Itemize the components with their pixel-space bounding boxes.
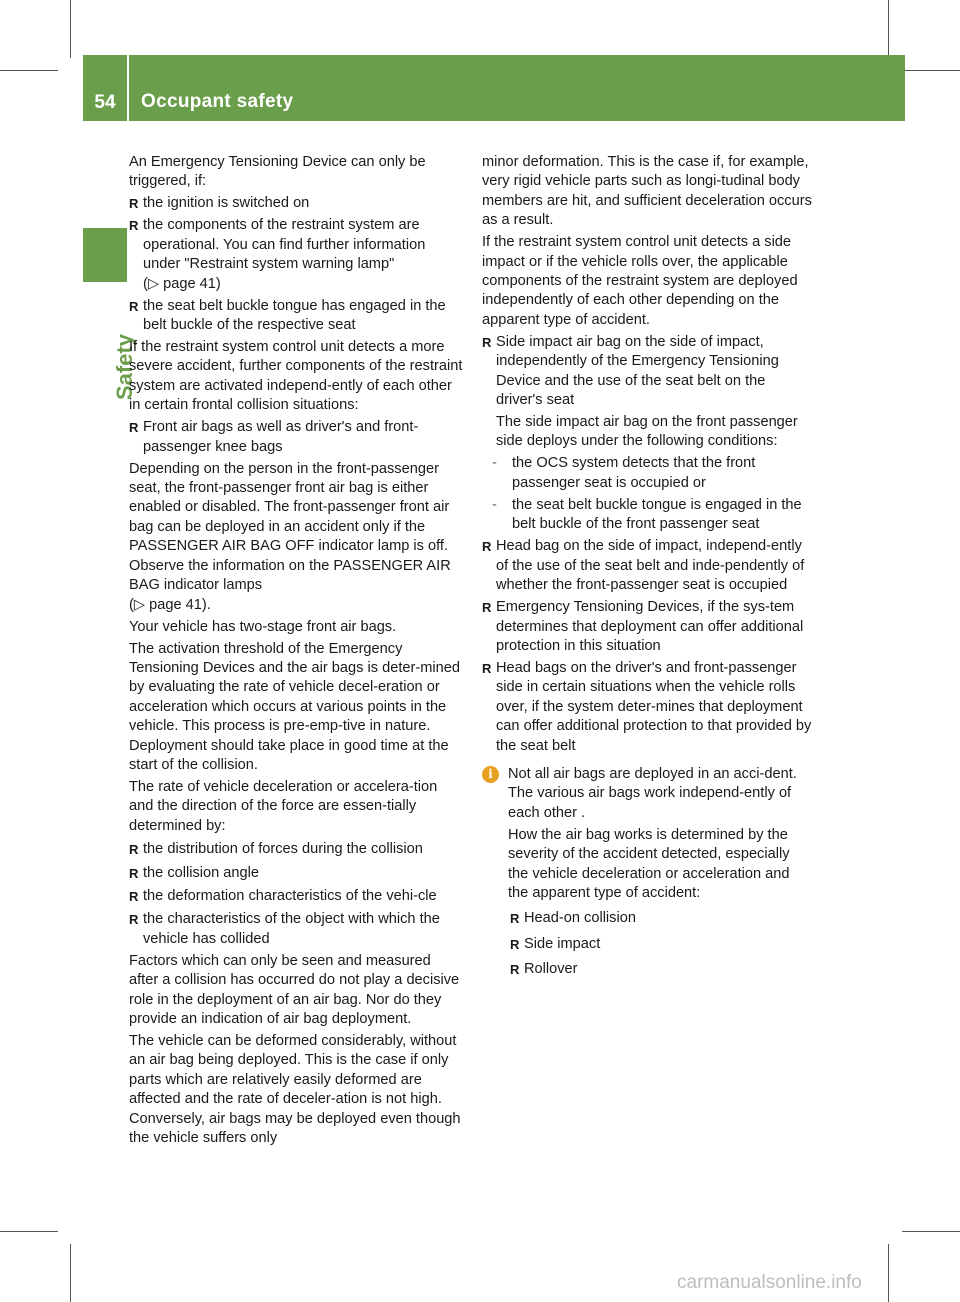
paragraph: The vehicle can be deformed considerably, without an air bag being deployed. This is the case if only parts which are relatively easily deformed are affected and the rate of deceler-ation is not high. Conversely, air bags may be deployed even though the vehicle suffers only [129, 1033, 461, 1147]
crop-mark [0, 1231, 58, 1232]
sub-paragraph: The side impact air bag on the front passenger side deploys under the following conditions: [496, 414, 798, 450]
bullet-item: R Emergency Tensioning Devices, if the sys-tem determines that deployment can offer additional protection in this situation [482, 598, 812, 656]
crop-mark [902, 70, 960, 71]
info-icon: i [482, 766, 499, 783]
sidebar-tab-marker [83, 228, 127, 282]
bullet-text: the components of the restraint system are operational. You can find further information under "Restraint system warning lamp" [143, 217, 426, 273]
note-bullet-item: R Side impact [510, 935, 812, 954]
paragraph: minor deformation. This is the case if, for example, very rigid vehicle parts such as longi-tudinal body members are hit, and sufficient deceleration occurs as a result. [482, 154, 812, 229]
bullet-item: R the seat belt buckle tongue has engaged in the belt buckle of the respective seat [129, 297, 464, 336]
paragraph-text: Depending on the person in the front-passenger seat, the front-passenger front air bag is either enabled or disabled. The front-passenger front air bag can be deployed in an accident only if the PASSENGER AIR BAG OFF indicator lamp is off. Observe the information on the PASSENGER AIR BAG indicator lamps [129, 460, 451, 594]
paragraph: If the restraint system control unit detects a more severe accident, further components of the restraint system are activated independ-ently of each other in certain frontal collision situations: [129, 339, 463, 414]
dash-item: - the seat belt buckle tongue is engaged in the belt buckle of the front passenger seat [482, 496, 812, 535]
paragraph [129, 460, 464, 615]
bullet-item: R the characteristics of the object with which the vehicle has collided [129, 910, 464, 949]
bullet-item: R Head bag on the side of impact, independ-ently of the use of the seat belt and inde-pendently of whether the front-passenger seat is occupied [482, 537, 812, 595]
crop-mark [888, 1244, 889, 1302]
note-bullet-item: R Head-on collision [510, 909, 812, 928]
bullet-item: R Head bags on the driver's and front-passenger side in certain situations when the vehicle rolls over, if the system deter-mines that deployment can offer additional protection to that provided by the seat belt [482, 659, 812, 756]
bullet-item [129, 216, 464, 294]
paragraph: If the restraint system control unit detects a side impact or if the vehicle rolls over, the applicable components of the restraint system are deployed independently of each other depending on the apparent type of accident. [482, 234, 798, 328]
sidebar-tab-label: Safety [112, 333, 137, 400]
watermark: carmanualsonline.info [677, 1272, 862, 1293]
note-paragraph: Not all air bags are deployed in an acci-dent. The various air bags work independ-ently of each other . [508, 765, 797, 821]
page-ref-arrow-icon: (▷ [129, 596, 150, 613]
bullet-item: R the deformation characteristics of the vehi-cle [129, 887, 464, 906]
bullet-item: R the distribution of forces during the collision [129, 840, 464, 859]
paragraph: Factors which can only be seen and measured after a collision has occurred do not play a decisive role in the deployment of an air bag. Nor do they provide an indication of air bag deployment. [129, 952, 460, 1027]
right-column [482, 153, 812, 982]
crop-mark [888, 0, 889, 58]
bullet-item: R the collision angle [129, 864, 464, 883]
page-number: 54 [94, 92, 116, 113]
crop-mark [902, 1231, 960, 1232]
bullet-item: R Side impact air bag on the side of impact, independently of the Emergency Tensioning Device and the use of the seat belt on the driver's seat [482, 333, 812, 411]
dash-item: - the OCS system detects that the front passenger seat is occupied or [482, 454, 812, 493]
header-separator [127, 55, 129, 121]
left-column [129, 153, 464, 1151]
sidebar-tab [90, 300, 137, 400]
info-note [482, 765, 812, 980]
note-paragraph: How the air bag works is determined by the severity of the accident detected, especially the vehicle deceleration or acceleration and the apparent type of accident: [508, 826, 790, 901]
page-reference-link[interactable]: page 41). [149, 596, 211, 613]
page-reference-link[interactable]: page 41) [163, 275, 221, 292]
page-ref-arrow-icon: (▷ [143, 275, 164, 292]
note-bullet-item: R Rollover [510, 960, 812, 979]
paragraph: An Emergency Tensioning Device can only be triggered, if: [129, 154, 426, 190]
paragraph: The rate of vehicle deceleration or accelera-tion and the direction of the force are essen-tially determined by: [129, 778, 438, 834]
bullet-item: R Front air bags as well as driver's and front-passenger knee bags [129, 418, 464, 457]
crop-mark [70, 0, 71, 58]
crop-mark [70, 1244, 71, 1302]
section-title: Occupant safety [141, 91, 294, 112]
crop-mark [0, 70, 58, 71]
paragraph: Your vehicle has two-stage front air bags. [129, 618, 397, 635]
paragraph: The activation threshold of the Emergency Tensioning Devices and the air bags is deter-mined by evaluating the rate of vehicle decel-eration or acceleration which occurs at various points in the vehicle. This process is pre-emp-tive in nature. Deployment should take place in good time at the start of the collision. [129, 640, 460, 773]
bullet-item: R the ignition is switched on [129, 194, 464, 213]
